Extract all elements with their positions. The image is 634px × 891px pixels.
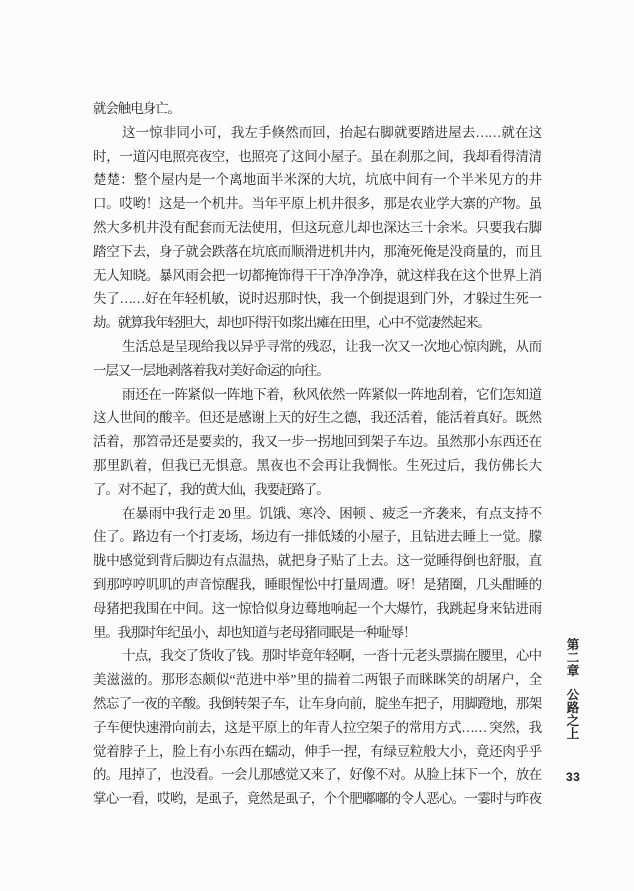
chapter-number-label: 第二章 [565, 638, 579, 677]
text-line: 的。甩掉了，也没看。一会儿那感觉又来了，好像不对。从脸上抹下一个，放在 [93, 767, 541, 783]
text-line: 无人知晓。暴风雨会把一切都掩饰得干干净净净净，就这样我在这个世界上消 [93, 267, 541, 283]
body-text [93, 97, 541, 811]
text-line: 母猪把我围在中间。这一惊恰似身边蓦地响起一个大爆竹，我跳起身来钻进雨 [93, 600, 541, 616]
text-line: 生活总是呈现给我以异乎寻常的残忍，让我一次又一次地心惊肉跳，从而 [122, 338, 541, 354]
text-line: 然大多机井没有配套而无法使用，但这玩意儿却也深达三十余米。只要我右脚 [93, 219, 541, 235]
text-line: 在暴雨中我行走 20 里。饥饿、寒冷、困顿 、疲乏一齐袭来，有点支持不 [122, 505, 541, 521]
text-line: 踏空下去，身子就会跌落在坑底而顺滑进机井内，那淹死俺是没商量的，而且 [93, 243, 541, 259]
text-line: 十点，我交了货收了钱。那时毕竟年轻啊，一沓十元老头票揣在腰里，心中 [122, 648, 541, 664]
text-line: 里。我那时年纪虽小，却也知道与老母猪同眠是一种耻辱！ [93, 624, 416, 640]
text-line: 那里趴着，但我已无惧意。黑夜也不会再让我惆怅。生死过后，我仿佛长大 [93, 457, 541, 473]
text-line: 时，一道闪电照亮夜空，也照亮了这间小屋子。虽在刹那之间，我却看得清清 [93, 148, 541, 164]
text-line: 然忘了一夜的辛酸。我倒转架子车，让车身向前，腚坐车把子，用脚蹬地，那架 [93, 695, 541, 711]
text-line: 一层又一层地剥落着我对美好命运的向往。 [93, 362, 329, 378]
text-line: 这一惊非同小可，我左手倏然而回，抬起右脚就要踏进屋去……就在这 [122, 124, 541, 140]
text-line: 美滋滋的。那形态颇似“范进中举”里的揣着二两银子而眯眯笑的胡屠户，全 [93, 672, 541, 688]
chapter-heading [564, 638, 580, 778]
text-line: 活着，那笤帚还是要卖的，我又一步一拐地回到架子车边。虽然那小东西还在 [93, 434, 541, 450]
chapter-title-label: 公路之上 [565, 688, 579, 740]
text-line: 了。对不起了，我的黄大仙，我要赶路了。 [93, 481, 329, 497]
chapter-sidebar [564, 638, 594, 784]
text-line: 子车便快速滑向前去，这是平原上的年青人拉空架子的常用方式…… 突然，我 [93, 719, 541, 735]
text-line: 楚楚：整个屋内是一个离地面半米深的大坑，坑底中间有一个半米见方的井 [93, 172, 541, 188]
text-line: 就会触电身亡。 [93, 101, 180, 116]
text-line: 口。哎哟！这是一个机井。当年平原上机井很多，那是农业学大寨的产物。虽 [93, 196, 541, 212]
text-line: 掌心一看，哎哟，是虱子，竟然是虱子，个个肥嘟嘟的令人恶心。一霎时与昨夜 [93, 791, 541, 807]
text-line: 到那哼哼叽叽的声音惊醒我，睡眼惺忪中打量周遭。呀！是猪圈，几头酣睡的 [93, 576, 541, 592]
text-line: 劫。就算我年轻胆大，却也吓得汗如浆出瘫在田里，心中不觉凄然起来。 [93, 315, 490, 331]
text-line: 失了……好在年轻机敏，说时迟那时快，我一个倒提退到门外，才躲过生死一 [93, 291, 541, 307]
text-line: 这人世间的酸辛。但还是感谢上天的好生之德，我还活着，能活着真好。既然 [93, 410, 541, 426]
text-line: 觉着脖子上，脸上有小东西在蠕动，伸手一捏，有绿豆粒般大小，竟还肉乎乎 [93, 743, 541, 759]
page-number: 33 [566, 770, 581, 784]
text-line: 雨还在一阵紧似一阵地下着，秋风依然一阵紧似一阵地刮着，它们怎知道 [122, 386, 541, 402]
text-line: 胧中感觉到背后脚边有点温热，就把身子贴了上去。这一觉睡得倒也舒服，直 [93, 553, 541, 569]
text-line: 住了。路边有一个打麦场，场边有一排低矮的小屋子，且钻进去睡上一觉。朦 [93, 529, 541, 545]
